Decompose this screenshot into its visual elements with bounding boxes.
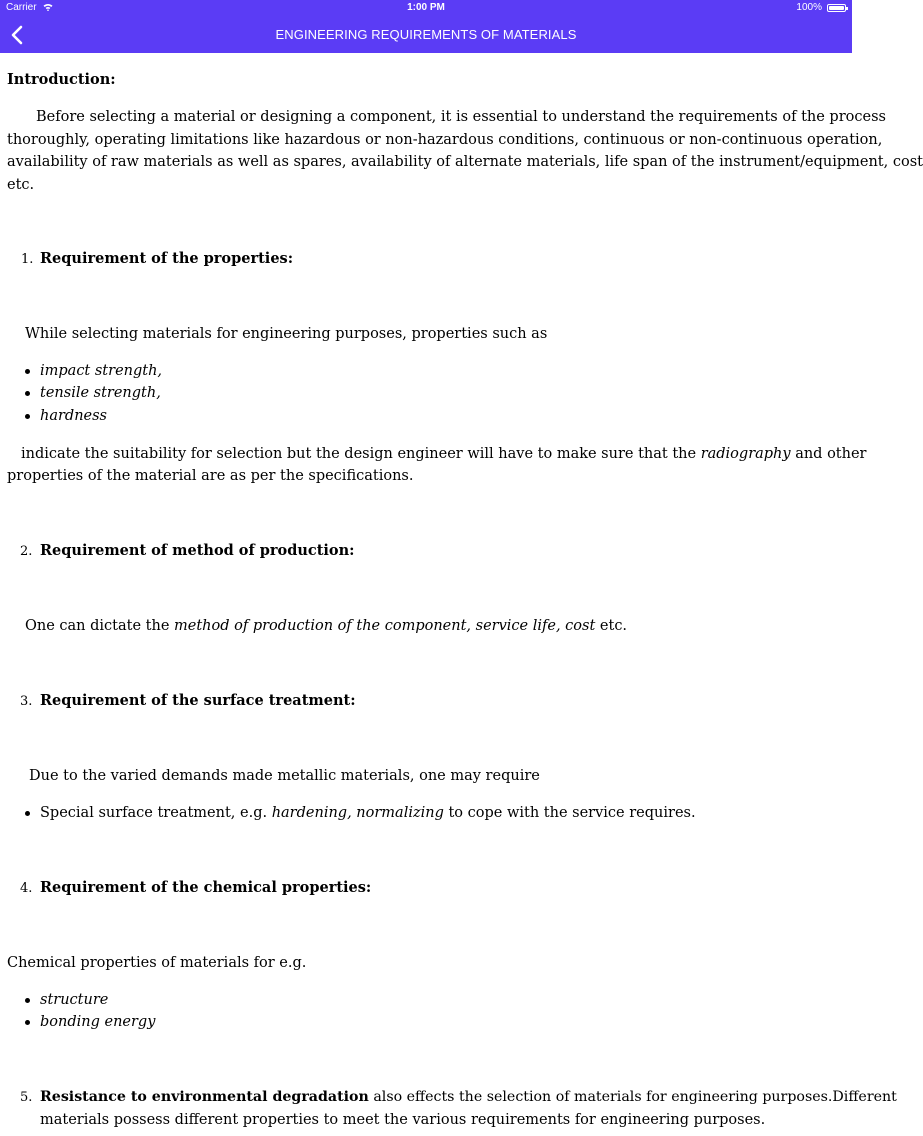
status-bar [0,0,852,16]
section-2-text: One can dictate the [25,618,175,634]
section-3-bullet-italic: hardening, normalizing [271,805,444,821]
bullet-icon [25,998,30,1003]
navigation-bar [0,0,852,53]
section-1-after-line-2: properties of the material are as per the specifications. [7,468,414,484]
section-4-para: Chemical properties of materials for e.g. [7,955,307,971]
section-4-number: 4. [20,881,33,896]
battery-level [829,6,844,10]
section-3-title: Requirement of the surface treatment: [40,692,356,709]
section-1-after-line-1 [21,443,867,465]
section-5-line-2: materials possess different properties to meet the various requirements for engineering purposes. [40,1112,766,1128]
section-5-number: 5. [20,1090,33,1105]
section-4-bullet-2: bonding energy [40,1014,156,1030]
section-3-bullet-text-end: to cope with the service requires. [443,805,696,821]
section-3-number: 3. [20,694,33,709]
section-1-para: While selecting materials for engineering purposes, properties such as [25,326,548,342]
bullet-icon [25,414,30,419]
section-3-bullet-text: Special surface treatment, e.g. [40,805,272,821]
section-2-italic: method of production of the component, service life, cost [174,618,596,634]
intro-line-4: etc. [7,177,35,193]
section-3-bullet-1 [40,802,696,824]
bullet-icon [25,1020,30,1025]
intro-heading: Introduction: [7,71,116,88]
section-5-line-1 [40,1086,897,1108]
section-5-title: Resistance to environmental degradation [40,1089,369,1105]
bullet-icon [25,391,30,396]
section-1-after-text-end: and other [790,446,867,462]
intro-line-1: Before selecting a material or designing a component, it is essential to understand the requirements of the process [36,109,886,125]
section-1-number: 1. [21,252,34,267]
section-1-radiography: radiography [700,446,791,462]
bullet-icon [25,369,30,374]
bullet-icon [25,811,30,816]
section-1-after-text: indicate the suitability for selection but the design engineer will have to make sure that the [21,446,701,462]
battery-icon [827,4,846,12]
section-4-title: Requirement of the chemical properties: [40,879,372,896]
section-1-bullet-3: hardness [40,408,107,424]
section-2-text-end: etc. [595,618,628,634]
clock: 1:00 PM [407,2,445,13]
intro-line-2: thoroughly, operating limitations like hazardous or non-hazardous conditions, continuous or non-continuous operation, [7,132,883,148]
section-1-bullet-1: impact strength, [40,363,163,379]
section-2-para [25,615,627,637]
section-2-title: Requirement of method of production: [40,542,355,559]
section-4-bullet-1: structure [40,992,109,1008]
intro-line-3: availability of raw materials as well as spares, availability of alternate materials, life span of the instrument/equipment, cost [7,154,923,170]
carrier-label: Carrier [6,2,37,13]
section-1-title: Requirement of the properties: [40,250,294,267]
page-title: ENGINEERING REQUIREMENTS OF MATERIALS [275,27,577,42]
battery-percentage: 100% [796,2,822,13]
section-2-number: 2. [20,544,33,559]
section-1-bullet-2: tensile strength, [40,385,161,401]
section-5-text: also effects the selection of materials for engineering purposes.Different [368,1089,897,1105]
section-3-para: Due to the varied demands made metallic materials, one may require [29,768,540,784]
